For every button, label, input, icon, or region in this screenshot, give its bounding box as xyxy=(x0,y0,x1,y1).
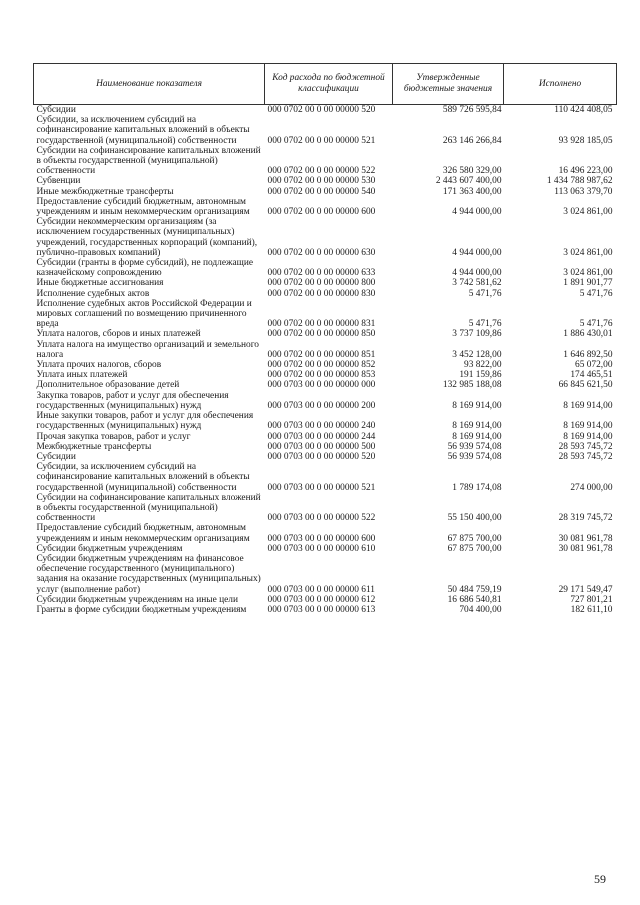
row-approved: 191 159,86 xyxy=(459,370,502,381)
row-code: 000 0703 00 0 00 00000 000 xyxy=(267,380,376,391)
row-approved: 1 789 174,08 xyxy=(452,482,502,493)
row-executed: 16 496 223,00 xyxy=(558,166,613,177)
header-approved: Утвержденные бюджетные значения xyxy=(393,64,504,105)
row-code: 000 0702 00 0 00 00000 522 xyxy=(267,166,376,177)
row-approved: 589 726 595,84 xyxy=(442,105,502,115)
row-name: Субвенции xyxy=(36,176,81,187)
table-row xyxy=(34,595,617,605)
row-executed: 8 169 914,00 xyxy=(563,400,613,411)
row-executed: 66 845 621,50 xyxy=(558,380,613,391)
row-code: 000 0702 00 0 00 00000 800 xyxy=(267,278,376,289)
row-approved: 16 686 540,81 xyxy=(447,594,502,605)
row-name: Прочая закупка товаров, работ и услуг xyxy=(36,431,191,442)
row-approved: 8 169 914,00 xyxy=(452,421,502,432)
table-row xyxy=(34,554,617,595)
row-executed: 174 465,51 xyxy=(570,370,613,381)
row-approved: 4 944 000,00 xyxy=(452,247,502,258)
table-row xyxy=(34,370,617,380)
row-name: Субсидии на софинансирование капитальных вложений в объекты государственной (муниципальной) собственности xyxy=(36,145,261,177)
row-executed: 8 169 914,00 xyxy=(563,431,613,442)
table-body xyxy=(34,105,617,616)
table-row xyxy=(34,340,617,360)
budget-execution-table xyxy=(33,63,617,615)
row-approved: 56 939 574,08 xyxy=(447,451,502,462)
row-code: 000 0703 00 0 00 00000 611 xyxy=(267,584,375,595)
row-name: Предоставление субсидий бюджетным, автономным учреждениям и иным некоммерческим организациям xyxy=(36,196,250,218)
row-name: Исполнение судебных актов xyxy=(36,288,150,299)
row-code: 000 0702 00 0 00 00000 850 xyxy=(267,329,376,340)
row-executed: 727 801,21 xyxy=(570,594,613,605)
row-name: Дополнительное образование детей xyxy=(36,380,180,391)
table-row xyxy=(34,197,617,217)
header-code: Код расхода по бюджетной классификации xyxy=(265,64,393,105)
row-code: 000 0702 00 0 00 00000 830 xyxy=(267,288,376,299)
table-row xyxy=(34,411,617,431)
row-name: Субсидии бюджетным учреждениям на иные цели xyxy=(36,594,238,605)
page-number: 59 xyxy=(594,872,606,886)
row-executed: 30 081 961,78 xyxy=(558,533,613,544)
row-code: 000 0702 00 0 00 00000 520 xyxy=(267,105,376,115)
row-name: Субсидии (гранты в форме субсидий), не подлежащие казначейскому сопровождению xyxy=(36,258,254,279)
table-row xyxy=(34,299,617,330)
table-row xyxy=(34,493,617,524)
row-name: Иные бюджетные ассигнования xyxy=(36,278,164,289)
row-executed: 65 072,00 xyxy=(575,360,613,371)
row-name: Предоставление субсидий бюджетным, автономным учреждениям и иным некоммерческим организациям xyxy=(36,523,250,544)
row-code: 000 0702 00 0 00 00000 530 xyxy=(267,176,376,187)
row-approved: 50 484 759,19 xyxy=(447,584,502,595)
row-approved: 326 580 329,00 xyxy=(442,166,502,177)
row-code: 000 0703 00 0 00 00000 200 xyxy=(267,400,376,411)
row-approved: 67 875 700,00 xyxy=(447,543,502,554)
table-row xyxy=(34,360,617,370)
row-approved: 132 985 188,08 xyxy=(442,380,502,391)
row-approved: 5 471,76 xyxy=(468,288,502,299)
row-code: 000 0702 00 0 00 00000 600 xyxy=(267,207,376,218)
row-approved: 4 944 000,00 xyxy=(452,268,502,279)
header-executed: Исполнено xyxy=(504,64,617,105)
table-row xyxy=(34,442,617,452)
row-approved: 3 452 128,00 xyxy=(452,349,502,360)
row-name: Уплата прочих налогов, сборов xyxy=(36,360,162,371)
row-name: Субсидии на софинансирование капитальных вложений в объекты государственной (муниципальной) собственности xyxy=(36,492,261,524)
row-code: 000 0702 00 0 00 00000 540 xyxy=(267,186,376,197)
row-name: Субсидии некоммерческим организациям (за исключением государственных (муниципальных) учреждений, государственных корпораций (компаний), публично-правовых компаний) xyxy=(36,217,258,258)
row-name: Субсидии, за исключением субсидий на софинансирование капитальных вложений в объекты государственной (муниципальной) собственности xyxy=(36,115,250,146)
table-row xyxy=(34,462,617,493)
row-executed: 1 891 901,77 xyxy=(563,278,613,289)
table-row xyxy=(34,432,617,442)
table-row xyxy=(34,523,617,543)
row-code: 000 0703 00 0 00 00000 521 xyxy=(267,482,376,493)
row-approved: 3 737 109,86 xyxy=(452,329,502,340)
row-code: 000 0702 00 0 00 00000 630 xyxy=(267,247,376,258)
row-name: Межбюджетные трансферты xyxy=(36,441,152,452)
row-name: Субсидии бюджетным учреждениям на финансовое обеспечение государственного (муниципального) задания на оказание государственных (муниципальных) услуг (выполнение работ) xyxy=(36,553,261,595)
row-executed: 113 063 379,70 xyxy=(554,186,613,197)
row-name: Субсидии xyxy=(36,105,76,115)
row-approved: 3 742 581,62 xyxy=(452,278,502,289)
table-row xyxy=(34,217,617,258)
row-executed: 1 646 892,50 xyxy=(563,349,613,360)
row-code: 000 0703 00 0 00 00000 610 xyxy=(267,543,376,554)
row-code: 000 0702 00 0 00 00000 853 xyxy=(267,370,376,381)
row-executed: 28 593 745,72 xyxy=(558,451,613,462)
row-approved: 93 822,00 xyxy=(464,360,502,371)
row-name: Закупка товаров, работ и услуг для обеспечения государственных (муниципальных) нужд xyxy=(36,390,229,411)
row-code: 000 0703 00 0 00 00000 522 xyxy=(267,513,376,524)
table-row xyxy=(34,187,617,197)
table-row xyxy=(34,278,617,288)
table-row xyxy=(34,289,617,299)
row-code: 000 0703 00 0 00 00000 600 xyxy=(267,533,376,544)
row-code: 000 0703 00 0 00 00000 500 xyxy=(267,441,376,452)
row-name: Иные межбюджетные трансферты xyxy=(36,186,174,197)
row-name: Уплата налога на имущество организаций и земельного налога xyxy=(36,339,259,360)
row-executed: 29 171 549,47 xyxy=(558,584,613,595)
row-approved: 55 150 400,00 xyxy=(447,513,502,524)
table-row xyxy=(34,146,617,177)
table-row xyxy=(34,380,617,390)
row-code: 000 0702 00 0 00 00000 521 xyxy=(267,135,376,146)
row-executed: 3 024 861,00 xyxy=(563,268,613,279)
row-name: Субсидии бюджетным учреждениям xyxy=(36,543,183,554)
row-name: Иные закупки товаров, работ и услуг для обеспечения государственных (муниципальных) нужд xyxy=(36,411,254,432)
table-row xyxy=(34,544,617,554)
row-name: Гранты в форме субсидии бюджетным учреждениям xyxy=(36,604,247,615)
row-executed: 5 471,76 xyxy=(579,288,613,299)
row-code: 000 0702 00 0 00 00000 852 xyxy=(267,360,376,371)
row-executed: 274 000,00 xyxy=(570,482,613,493)
row-approved: 171 363 400,00 xyxy=(442,186,502,197)
row-executed: 1 886 430,01 xyxy=(563,329,613,340)
header-name: Наименование показателя xyxy=(34,64,265,105)
row-executed: 28 319 745,72 xyxy=(558,513,613,524)
table-row xyxy=(34,176,617,186)
row-executed: 28 593 745,72 xyxy=(558,441,613,452)
row-name: Исполнение судебных актов Российской Федерации и мировых соглашений по возмещению причиненного вреда xyxy=(36,298,252,330)
table-row xyxy=(34,391,617,411)
table-row xyxy=(34,452,617,462)
row-executed: 5 471,76 xyxy=(579,319,613,330)
row-executed: 8 169 914,00 xyxy=(563,421,613,432)
table-row xyxy=(34,115,617,146)
row-name: Субсидии, за исключением субсидий на софинансирование капитальных вложений в объекты государственной (муниципальной) собственности xyxy=(36,462,250,493)
row-executed: 93 928 185,05 xyxy=(558,135,613,146)
table-row xyxy=(34,329,617,339)
table-row xyxy=(34,605,617,615)
row-executed: 30 081 961,78 xyxy=(558,543,613,554)
row-code: 000 0702 00 0 00 00000 633 xyxy=(267,268,376,279)
row-approved: 2 443 607 400,00 xyxy=(435,176,502,187)
table-header xyxy=(34,64,617,105)
row-executed: 1 434 788 987,62 xyxy=(546,176,613,187)
row-executed: 110 424 408,05 xyxy=(554,105,613,115)
row-approved: 8 169 914,00 xyxy=(452,431,502,442)
row-executed: 182 611,10 xyxy=(570,604,613,615)
row-approved: 8 169 914,00 xyxy=(452,400,502,411)
row-executed: 3 024 861,00 xyxy=(563,247,613,258)
row-approved: 5 471,76 xyxy=(468,319,502,330)
row-approved: 4 944 000,00 xyxy=(452,207,502,218)
row-code: 000 0703 00 0 00 00000 612 xyxy=(267,594,376,605)
row-code: 000 0702 00 0 00 00000 851 xyxy=(267,349,376,360)
row-name: Субсидии xyxy=(36,451,76,462)
row-approved: 56 939 574,08 xyxy=(447,441,502,452)
row-name: Уплата налогов, сборов и иных платежей xyxy=(36,329,201,340)
row-code: 000 0703 00 0 00 00000 520 xyxy=(267,451,376,462)
table-row xyxy=(34,105,617,116)
row-approved: 704 400,00 xyxy=(459,604,502,615)
row-executed: 3 024 861,00 xyxy=(563,207,613,218)
row-code: 000 0703 00 0 00 00000 244 xyxy=(267,431,376,442)
row-name: Уплата иных платежей xyxy=(36,370,128,381)
table-row xyxy=(34,258,617,278)
row-code: 000 0702 00 0 00 00000 831 xyxy=(267,319,376,330)
row-approved: 67 875 700,00 xyxy=(447,533,502,544)
row-code: 000 0703 00 0 00 00000 613 xyxy=(267,604,376,615)
row-code: 000 0703 00 0 00 00000 240 xyxy=(267,421,376,432)
row-approved: 263 146 266,84 xyxy=(442,135,502,146)
